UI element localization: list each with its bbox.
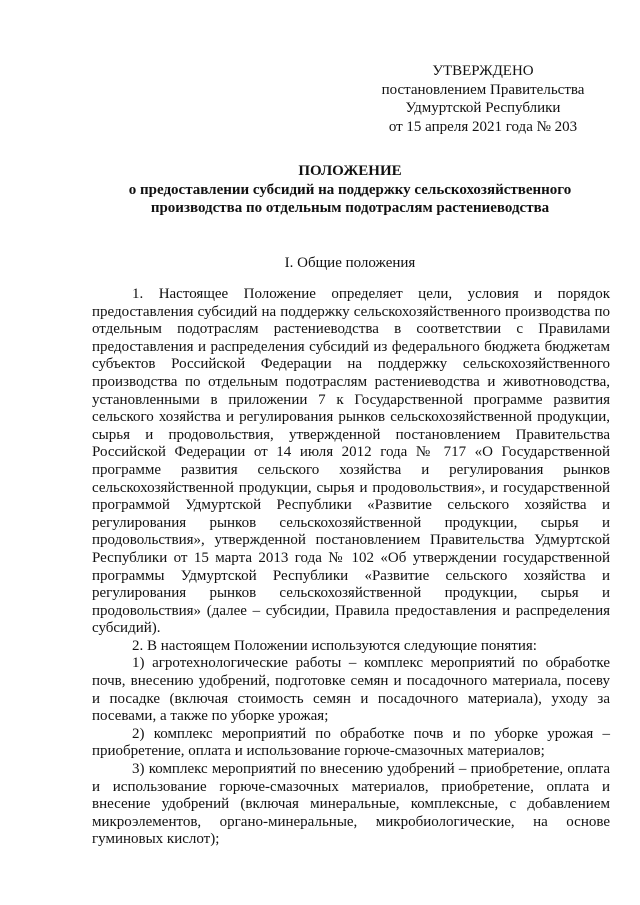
- section-heading: I. Общие положения: [284, 255, 416, 271]
- paragraph: 2. В настоящем Положении используются следующие понятия:: [132, 637, 537, 654]
- approval-date: от 15 апреля 2021 года № 203: [388, 118, 578, 135]
- title-subtitle-line: производства по отдельным подотраслям растениеводства: [150, 200, 550, 216]
- approval-line: постановлением Правительства: [381, 81, 585, 98]
- title-heading: ПОЛОЖЕНИЕ: [298, 163, 402, 179]
- approval-stamp: [370, 62, 596, 136]
- title-subtitle-line: о предоставлении субсидий на поддержку сельскохозяйственного: [128, 181, 572, 198]
- approval-heading: УТВЕРЖДЕНО: [432, 63, 534, 79]
- paragraph: 1) агротехнологические работы – комплекс мероприятий по обработке почв, внесению удобрений, подготовке семян и посадочного материала, посеву и посадке (включая стоимость семян и посадочного материала), уходу за посевами, а также по уборке урожая;: [92, 655, 610, 725]
- document-title: [90, 162, 610, 218]
- document-body: [92, 286, 610, 849]
- paragraph: 2) комплекс мероприятий по обработке почв и по уборке урожая – приобретение, оплата и использование горюче-смазочных материалов;: [92, 725, 610, 760]
- paragraph: 1. Настоящее Положение определяет цели, условия и порядок предоставления субсидий на поддержку сельскохозяйственного производства по отдельным подотраслям растениеводства в соответствии с Правилами предоставления и распределения субсидий из федерального бюджета бюджетам субъектов Российской Федерации на поддержку сельскохозяйственного производства по отдельным подотраслям растениеводства и животноводства, установленными в приложении 7 к Государственной программе развития сельского хозяйства и регулирования рынков сельскохозяйственной продукции, сырья и продовольствия, утвержденной постановлением Правительства Российской Федерации от 14 июля 2012 года № 717 «О Государственной программе развития сельского хозяйства и регулирования рынков сельскохозяйственной продукции, сырья и продовольствия», и государственной программой Удмуртской Республики «Развитие сельского хозяйства и регулирования рынков сельскохозяйственной продукции, сырья и продовольствия», утвержденной постановлением Правительства Удмуртской Республики от 15 марта 2013 года № 102 «Об утверждении государственной программы Удмуртской Республики «Развитие сельского хозяйства и регулирования рынков сельскохозяйственной продукции, сырья и продовольствия» (далее – субсидии, Правила предоставления и распределения субсидий).: [92, 286, 610, 637]
- paragraph: 3) комплекс мероприятий по внесению удобрений – приобретение, оплата и использование горюче-смазочных материалов, приобретение, оплата и внесение удобрений (включая минеральные, комплексные, с добавлением микроэлементов, органо-минеральные, микробиологические, на основе гуминовых кислот);: [92, 761, 610, 848]
- approval-line: Удмуртской Республики: [405, 100, 561, 116]
